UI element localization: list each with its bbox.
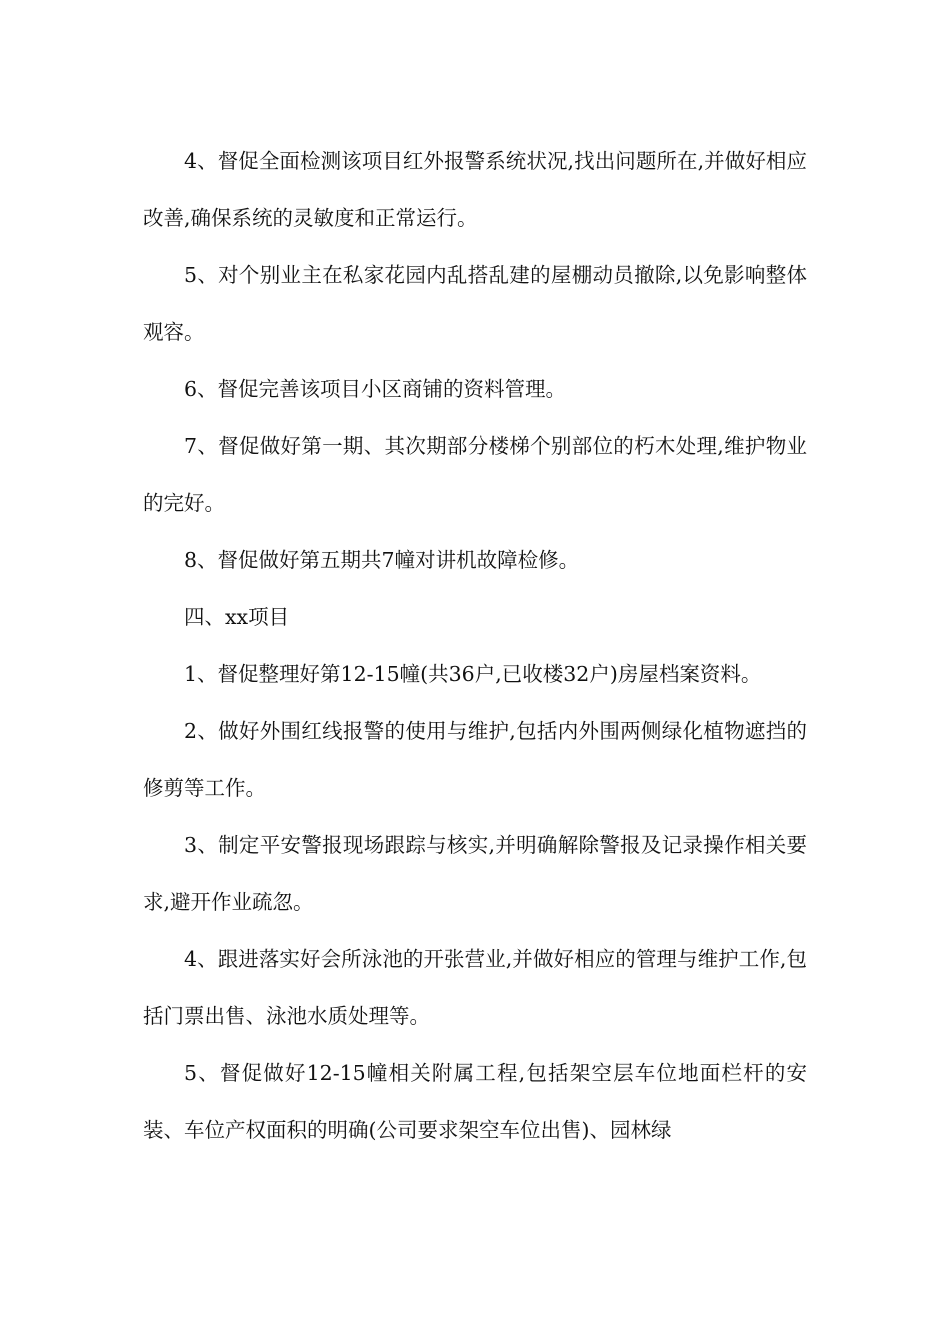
document-body <box>143 133 807 1159</box>
section-heading: 四、xx项目 <box>184 605 290 629</box>
paragraph-item-4b: 4、跟进落实好会所泳池的开张营业,并做好相应的管理与维护工作,包括门票出售、泳池水质处理等。 <box>143 947 807 1028</box>
paragraph-item-8: 8、督促做好第五期共7幢对讲机故障检修。 <box>184 548 580 572</box>
paragraph-item-4: 4、督促全面检测该项目红外报警系统状况,找出问题所在,并做好相应改善,确保系统的灵敏度和正常运行。 <box>143 149 807 230</box>
paragraph-item-5b: 5、督促做好12-15幢相关附属工程,包括架空层车位地面栏杆的安装、车位产权面积的明确(公司要求架空车位出售)、园林绿 <box>143 1061 807 1142</box>
paragraph-item-1: 1、督促整理好第12-15幢(共36户,已收楼32户)房屋档案资料。 <box>184 662 762 686</box>
paragraph-item-6: 6、督促完善该项目小区商铺的资料管理。 <box>184 377 567 401</box>
paragraph-item-3: 3、制定平安警报现场跟踪与核实,并明确解除警报及记录操作相关要求,避开作业疏忽。 <box>143 833 807 914</box>
paragraph-item-2: 2、做好外围红线报警的使用与维护,包括内外围两侧绿化植物遮挡的修剪等工作。 <box>143 719 807 800</box>
paragraph-item-5: 5、对个别业主在私家花园内乱搭乱建的屋棚动员撤除,以免影响整体观容。 <box>143 263 807 344</box>
paragraph-item-7: 7、督促做好第一期、其次期部分楼梯个别部位的朽木处理,维护物业的完好。 <box>143 434 807 515</box>
